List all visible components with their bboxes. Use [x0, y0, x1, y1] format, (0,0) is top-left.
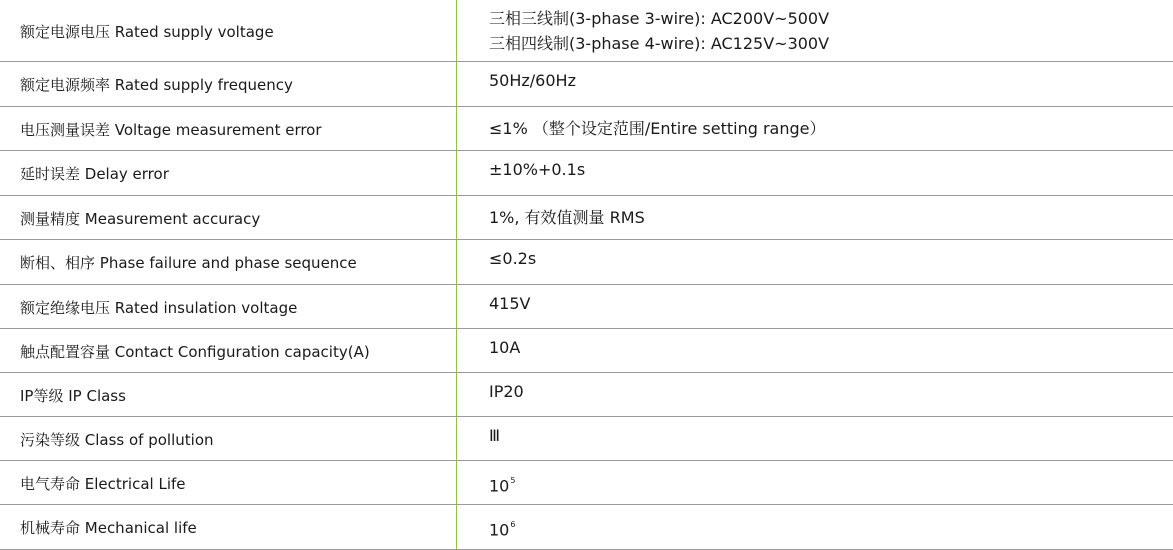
- row-label: 断相、相序 Phase failure and phase sequence: [20, 254, 357, 272]
- table-row-measurement-accuracy: [0, 196, 1173, 240]
- table-row-electrical-life: [0, 461, 1173, 505]
- row-label: 触点配置容量 Contact Configuration capacity(A): [20, 342, 370, 361]
- row-label: 电压测量误差 Voltage measurement error: [20, 120, 322, 139]
- row-value: 415V: [489, 294, 531, 313]
- row-label: 污染等级 Class of pollution: [20, 430, 214, 449]
- value-base: 10: [489, 520, 510, 540]
- row-label: 延时误差 Delay error: [20, 165, 169, 183]
- row-value: [489, 505, 1159, 550]
- row-label: 测量精度 Measurement accuracy: [20, 209, 261, 228]
- table-row-ip-class: [0, 373, 1173, 417]
- table-row-delay-error: [0, 151, 1173, 196]
- value-base: 10: [489, 476, 510, 496]
- row-value: ≤0.2s: [489, 249, 537, 268]
- table-row-contact-capacity: [0, 329, 1173, 373]
- row-label: 额定绝缘电压 Rated insulation voltage: [20, 298, 298, 317]
- row-label: 额定电源电压 Rated supply voltage: [20, 22, 274, 41]
- row-label: 电气寿命 Electrical Life: [20, 474, 186, 493]
- table-row-pollution-class: [0, 417, 1173, 461]
- row-value: 50Hz/60Hz: [489, 71, 576, 90]
- row-value: 1%, 有效值测量 RMS: [489, 208, 645, 227]
- value-exponent: 6: [510, 520, 516, 529]
- table-row-voltage-measurement-error: [0, 107, 1173, 151]
- table-row-rated-supply-voltage: [0, 0, 1173, 62]
- value-line-3phase-3wire: 三相三线制(3-phase 3-wire): AC200V~500V: [489, 9, 830, 28]
- table-row-phase-failure-sequence: [0, 240, 1173, 285]
- table-row-rated-insulation-voltage: [0, 285, 1173, 329]
- table-row-mechanical-life: [0, 505, 1173, 550]
- row-value: 10A: [489, 338, 521, 357]
- row-label: IP等级 IP Class: [20, 386, 126, 405]
- value-exponent: 5: [510, 476, 516, 485]
- row-value: IP20: [489, 382, 524, 401]
- value-line-3phase-4wire: 三相四线制(3-phase 4-wire): AC125V~300V: [489, 34, 830, 53]
- table-row-rated-supply-frequency: [0, 62, 1173, 107]
- row-value: Ⅲ: [489, 426, 501, 445]
- row-value: [489, 461, 1159, 505]
- row-value: [489, 0, 1159, 62]
- row-value: ≤1% （整个设定范围/Entire setting range）: [489, 119, 826, 138]
- row-label: 机械寿命 Mechanical life: [20, 519, 197, 537]
- row-label: 额定电源频率 Rated supply frequency: [20, 76, 293, 94]
- row-value: ±10%+0.1s: [489, 160, 586, 179]
